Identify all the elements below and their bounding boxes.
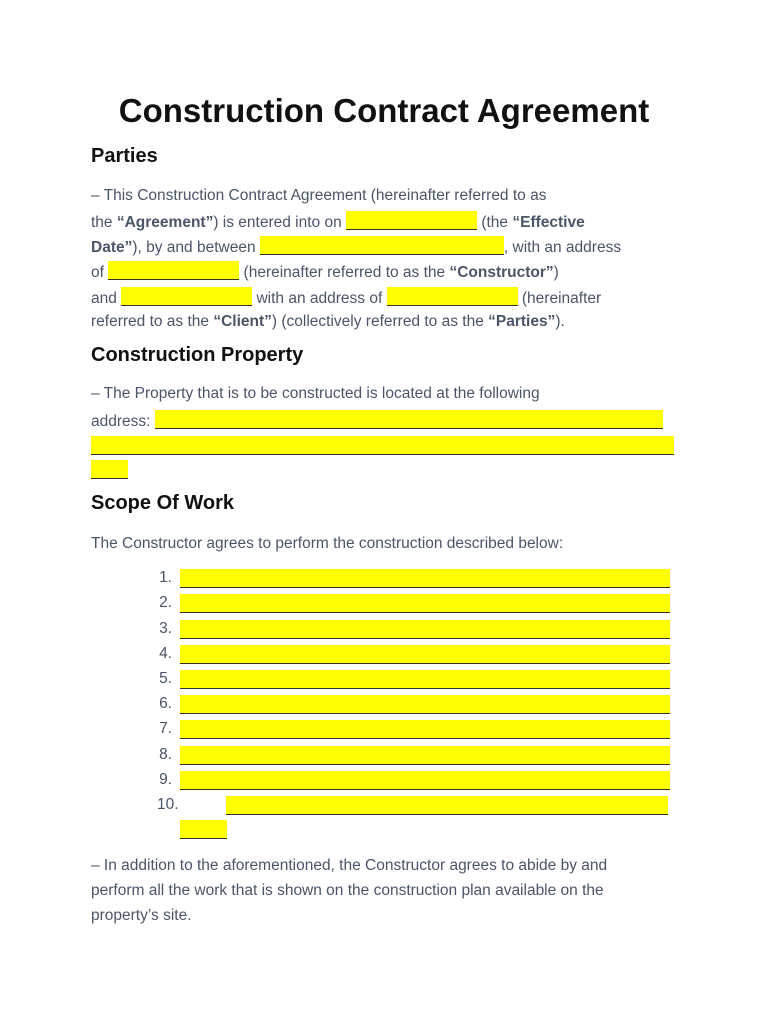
- list-item-number: 2.: [159, 594, 172, 611]
- scope-item-blank-10[interactable]: [226, 796, 668, 815]
- property-text: – The Property that is to be constructed is located at the following: [91, 385, 540, 402]
- parties-line-1: [91, 186, 546, 206]
- parties-text: of: [91, 264, 109, 281]
- parties-text: (hereinafter: [517, 290, 602, 307]
- scope-closing-line-3: [91, 906, 192, 926]
- document-title: Construction Contract Agreement: [118, 92, 650, 129]
- parties-line-6: [91, 312, 565, 332]
- list-item-number: 4.: [159, 645, 172, 662]
- scope-item-blank-8[interactable]: [180, 746, 670, 765]
- scope-text: perform all the work that is shown on the construction plan available on the: [91, 882, 604, 899]
- list-item-number: 8.: [159, 746, 172, 763]
- parties-text: referred to as the: [91, 313, 214, 330]
- property-address-blank-2[interactable]: [91, 436, 674, 455]
- parties-heading: Parties: [91, 145, 158, 167]
- scope-item-blank-4[interactable]: [180, 645, 670, 664]
- client-term: “Client”: [213, 313, 272, 330]
- property-text: address:: [91, 413, 155, 430]
- list-item-number: 5.: [159, 670, 172, 687]
- effective-date-term: “Effective: [512, 214, 585, 231]
- list-item-number: 10.: [157, 796, 179, 813]
- parties-text: (the: [477, 214, 513, 231]
- parties-text: ) (collectively referred to as the: [271, 313, 489, 330]
- parties-text: and: [91, 290, 122, 307]
- scope-item-blank-3[interactable]: [180, 620, 670, 639]
- scope-closing-line-1: [91, 856, 607, 876]
- property-line-1: [91, 384, 540, 404]
- client-name-blank[interactable]: [121, 287, 252, 306]
- scope-item-blank-7[interactable]: [180, 720, 670, 739]
- property-address-blank[interactable]: [155, 410, 663, 429]
- scope-item-blank-1[interactable]: [180, 569, 670, 588]
- constructor-address-blank[interactable]: [108, 261, 239, 280]
- parties-text: – This Construction Contract Agreement (hereinafter referred to as: [91, 187, 547, 204]
- client-address-blank[interactable]: [387, 287, 518, 306]
- parties-text: , with an address: [503, 239, 622, 256]
- scope-text: The Constructor agrees to perform the construction described below:: [91, 535, 564, 552]
- property-line-2: [91, 410, 663, 430]
- effective-date-term-end: Date”: [91, 239, 133, 256]
- list-item-number: 9.: [159, 771, 172, 788]
- effective-date-blank[interactable]: [346, 211, 477, 230]
- constructor-term: “Constructor”: [449, 264, 554, 281]
- property-address-blank-3[interactable]: [91, 460, 128, 479]
- scope-item-blank-5[interactable]: [180, 670, 670, 689]
- list-item-number: 1.: [159, 569, 172, 586]
- scope-heading: Scope Of Work: [91, 492, 234, 514]
- parties-text: with an address of: [252, 290, 387, 307]
- parties-term: “Parties”: [488, 313, 556, 330]
- list-item-number: 7.: [159, 720, 172, 737]
- parties-line-2: [91, 211, 585, 231]
- list-item-number: 6.: [159, 695, 172, 712]
- scope-intro: [91, 534, 563, 554]
- scope-item-blank-10-cont[interactable]: [180, 820, 227, 839]
- parties-text: (hereinafter referred to as the: [239, 264, 450, 281]
- constructor-name-blank[interactable]: [260, 236, 504, 255]
- scope-item-blank-2[interactable]: [180, 594, 670, 613]
- parties-text: ) is entered into on: [213, 214, 347, 231]
- parties-text: the: [91, 214, 117, 231]
- scope-closing-line-2: [91, 881, 604, 901]
- agreement-term: “Agreement”: [116, 214, 214, 231]
- parties-line-5: [91, 287, 601, 307]
- scope-text: – In addition to the aforementioned, the Constructor agrees to abide by and: [91, 857, 608, 874]
- parties-line-3: [91, 236, 621, 256]
- parties-line-4: [91, 261, 559, 281]
- parties-text: ).: [555, 313, 565, 330]
- scope-text: property’s site.: [91, 907, 192, 924]
- scope-item-blank-6[interactable]: [180, 695, 670, 714]
- property-heading: Construction Property: [91, 344, 304, 366]
- scope-item-blank-9[interactable]: [180, 771, 670, 790]
- list-item-number: 3.: [159, 620, 172, 637]
- parties-text: ): [553, 264, 559, 281]
- parties-text: ), by and between: [132, 239, 260, 256]
